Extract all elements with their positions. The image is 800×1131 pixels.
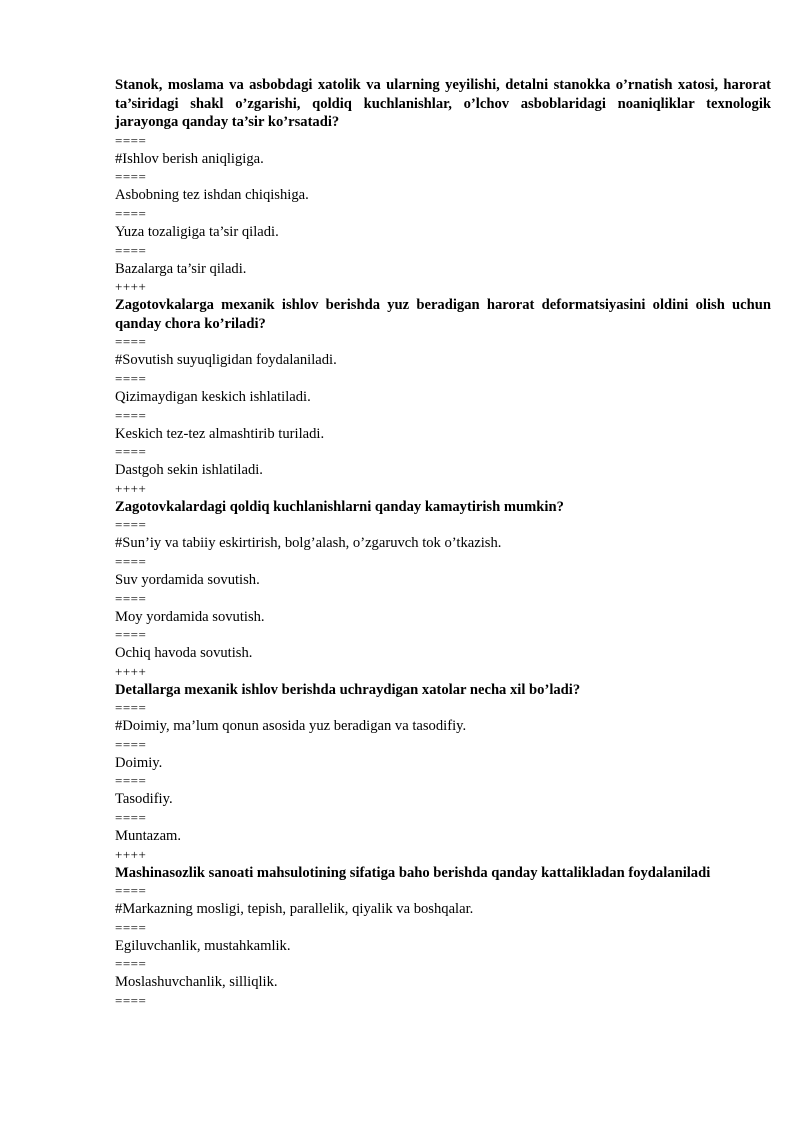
answer-option: Moy yordamida sovutish. bbox=[115, 608, 265, 625]
question-text: Mashinasozlik sanoati mahsulotining sifatiga baho berishda qanday kattalikladan foydalaniladi bbox=[115, 864, 711, 881]
answer-separator: ==== bbox=[115, 700, 147, 716]
answer-correct: #Doimiy, ma’lum qonun asosida yuz beradigan va tasodifiy. bbox=[115, 718, 467, 735]
answer-separator: ==== bbox=[115, 810, 147, 826]
question-text: Zagotovkalardagi qoldiq kuchlanishlarni qanday kamaytirish mumkin? bbox=[115, 498, 564, 515]
answer-separator: ==== bbox=[115, 627, 147, 643]
question-text: Stanok, moslama va asbobdagi xatolik va ularning yeyilishi, detalni stanokka o’rnatish xatosi, harorat ta’siridagi shakl o’zgarishi, qoldiq kuchlanishlar, o’lchov asboblaridagi noaniqliklar texnologik jarayonga qanday ta’sir ko’rsatadi? bbox=[115, 77, 771, 131]
answer-separator: ==== bbox=[115, 370, 147, 386]
answer-separator: ==== bbox=[115, 407, 147, 423]
answer-option: Ochiq havoda sovutish. bbox=[115, 645, 253, 662]
answer-separator: ==== bbox=[115, 919, 147, 935]
answer-option: Egiluvchanlik, mustahkamlik. bbox=[115, 937, 291, 954]
answer-option: Asbobning tez ishdan chiqishiga. bbox=[115, 187, 309, 204]
answer-separator: ==== bbox=[115, 590, 147, 606]
answer-separator: ==== bbox=[115, 205, 147, 221]
answer-correct: #Markazning mosligi, tepish, parallelik, qiyalik va boshqalar. bbox=[115, 901, 474, 918]
question-block bbox=[115, 864, 771, 1010]
answer-separator: ==== bbox=[115, 773, 147, 789]
question-text: Detallarga mexanik ishlov berishda uchraydigan xatolar necha xil bo’ladi? bbox=[115, 681, 581, 698]
question-end-marker: ++++ bbox=[115, 846, 147, 862]
answer-option: Dastgoh sekin ishlatiladi. bbox=[115, 462, 263, 479]
answer-separator: ==== bbox=[115, 736, 147, 752]
answer-separator: ==== bbox=[115, 956, 147, 972]
answer-correct: #Sovutish suyuqligidan foydalaniladi. bbox=[115, 352, 337, 369]
answer-separator: ==== bbox=[115, 993, 147, 1009]
answer-separator: ==== bbox=[115, 553, 147, 569]
answer-option: Keskich tez-tez almashtirib turiladi. bbox=[115, 425, 325, 442]
document-page bbox=[115, 76, 771, 1010]
answer-option: Bazalarga ta’sir qiladi. bbox=[115, 260, 247, 277]
question-block bbox=[115, 76, 771, 296]
answer-option: Suv yordamida sovutish. bbox=[115, 571, 260, 588]
answer-option: Tasodifiy. bbox=[115, 791, 173, 808]
question-block bbox=[115, 296, 771, 498]
answer-separator: ==== bbox=[115, 517, 147, 533]
answer-separator: ==== bbox=[115, 242, 147, 258]
question-block bbox=[115, 681, 771, 864]
question-end-marker: ++++ bbox=[115, 279, 147, 295]
answer-option: Yuza tozaligiga ta’sir qiladi. bbox=[115, 223, 279, 240]
answer-separator: ==== bbox=[115, 334, 147, 350]
question-end-marker: ++++ bbox=[115, 480, 147, 496]
answer-option: Muntazam. bbox=[115, 828, 182, 845]
question-block bbox=[115, 498, 771, 681]
answer-option: Qizimaydigan keskich ishlatiladi. bbox=[115, 388, 311, 405]
answer-separator: ==== bbox=[115, 169, 147, 185]
answer-option: Doimiy. bbox=[115, 754, 163, 771]
answer-option: Moslashuvchanlik, silliqlik. bbox=[115, 974, 278, 991]
answer-separator: ==== bbox=[115, 444, 147, 460]
answer-correct: #Sun’iy va tabiiy eskirtirish, bolg’alash, o’zgaruvch tok o’tkazish. bbox=[115, 535, 502, 552]
question-text: Zagotovkalarga mexanik ishlov berishda yuz beradigan harorat deformatsiyasini oldini olish uchun qanday chora ko’riladi? bbox=[115, 297, 771, 332]
answer-separator: ==== bbox=[115, 883, 147, 899]
question-end-marker: ++++ bbox=[115, 663, 147, 679]
answer-separator: ==== bbox=[115, 132, 147, 148]
answer-correct: #Ishlov berish aniqligiga. bbox=[115, 150, 264, 167]
